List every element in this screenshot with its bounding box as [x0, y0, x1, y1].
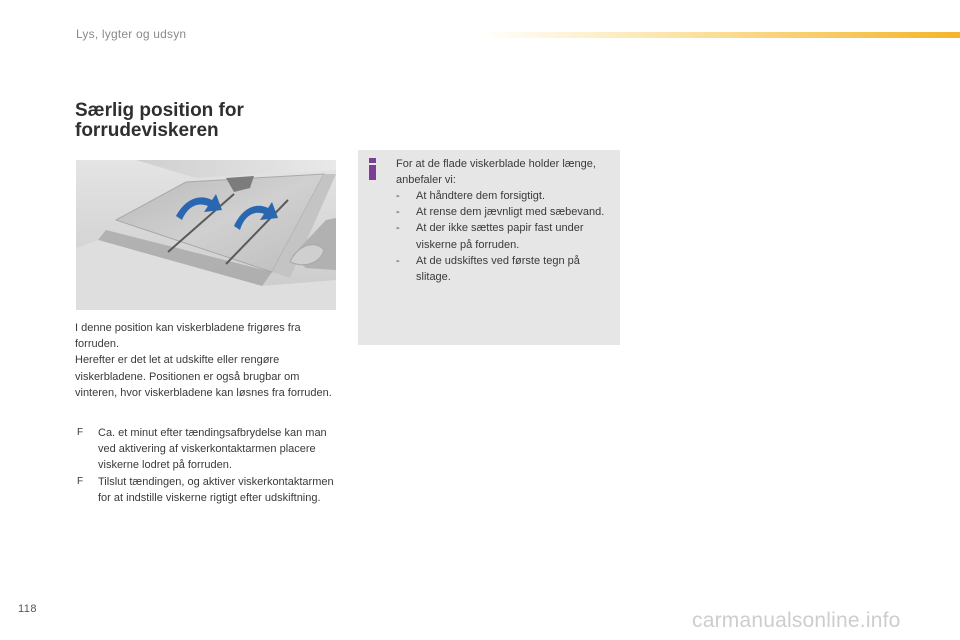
- info-item-text: At de udskiftes ved første tegn på slitage.: [416, 254, 580, 284]
- info-list: [396, 188, 611, 285]
- info-dash: -: [396, 254, 400, 267]
- page-number: 118: [18, 603, 38, 615]
- section-label: Lys, lygter og udsyn: [76, 27, 187, 41]
- info-item-text: At der ikke sættes papir fast under viskerne på forruden.: [416, 222, 584, 251]
- step-text: Tilslut tændingen, og aktiver viskerkontaktarmen for at indstille viskerne rigtigt efter udskiftning.: [98, 475, 334, 504]
- list-item: [75, 425, 337, 474]
- step-text: Ca. et minut efter tændingsafbrydelse kan man ved aktivering af viskerkontaktarmen placere viskerne lodret på forruden.: [98, 427, 327, 472]
- list-item: [396, 188, 611, 204]
- list-item: [396, 220, 611, 252]
- list-item: [396, 204, 611, 220]
- info-item-text: At håndtere dem forsigtigt.: [416, 190, 546, 202]
- header-accent-bar: [480, 32, 960, 38]
- info-icon: [368, 158, 378, 180]
- page-title-line-1: Særlig position for: [75, 100, 244, 121]
- list-item: [396, 253, 611, 285]
- info-item-text: At rense dem jævnligt med sæbevand.: [416, 206, 605, 219]
- body-text: [75, 320, 337, 401]
- page-title: [75, 101, 375, 141]
- info-intro: For at de flade viskerblade holder længe, anbefaler vi:: [396, 158, 596, 187]
- info-dash: -: [396, 222, 400, 235]
- watermark: carmanualsonline.info: [692, 609, 901, 632]
- wiper-illustration: [76, 160, 336, 310]
- page-title-line-2: forrudeviskeren: [75, 120, 219, 141]
- list-item: [75, 474, 337, 506]
- info-box: [358, 150, 620, 345]
- step-bullet-icon: F: [77, 475, 84, 487]
- step-bullet-icon: F: [77, 427, 84, 438]
- info-dash: -: [396, 206, 400, 219]
- windscreen-drawing: [76, 160, 336, 310]
- steps-list: [75, 425, 337, 506]
- info-dash: -: [396, 190, 400, 202]
- body-paragraph-2: Herefter er det let at udskifte eller rengøre viskerbladene. Positionen er også brugbar om vinteren, hvor viskerbladene kan løsnes fra forruden.: [75, 354, 332, 399]
- body-paragraph-1: I denne position kan viskerbladene frigøres fra forruden.: [75, 322, 301, 351]
